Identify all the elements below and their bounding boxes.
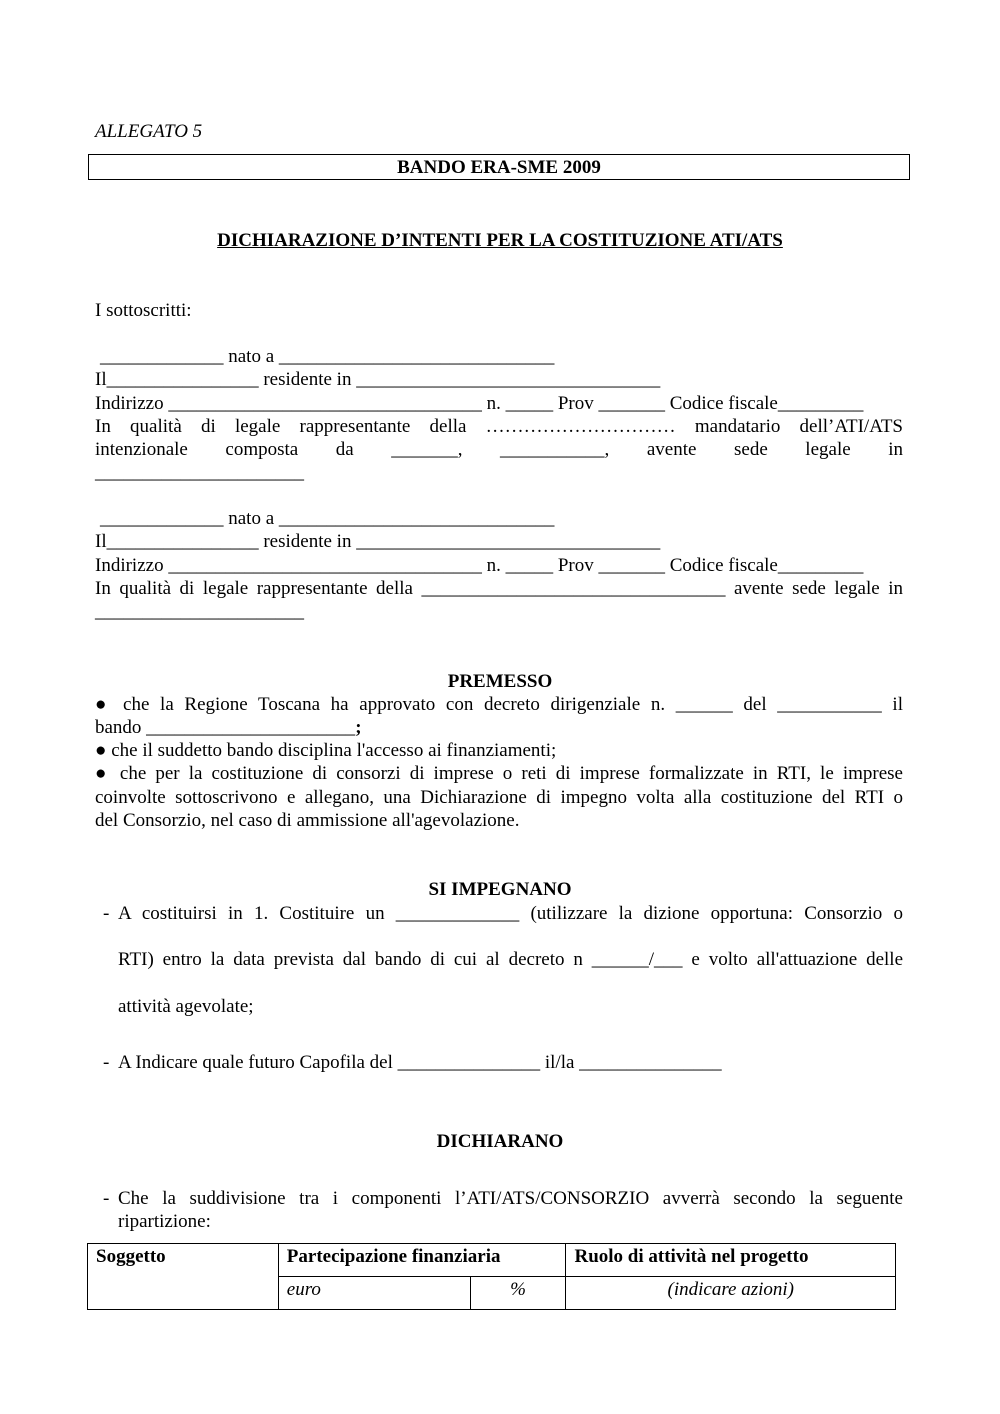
line: _____________ nato a _____________________________ xyxy=(100,346,555,367)
dash-bullet: - xyxy=(103,903,110,924)
line: intenzionale composta da _______, ___________, avente sede legale in xyxy=(95,439,903,460)
line: ______________________ xyxy=(95,601,304,622)
commitment-line: RTI) entro la data prevista dal bando di cui al decreto n ______/___ e volto all'attuazione delle xyxy=(118,949,903,970)
intro-text: I sottoscritti: xyxy=(95,300,192,321)
line: ______________________ xyxy=(95,462,304,483)
line: In qualità di legale rappresentante della ________________________________ avente sede legale in xyxy=(95,578,903,599)
subheader-azioni: (indicare azioni) xyxy=(566,1277,896,1310)
attachment-label: ALLEGATO 5 xyxy=(95,121,203,142)
document-title: DICHIARAZIONE D’INTENTI PER LA COSTITUZIONE ATI/ATS xyxy=(217,230,783,251)
subheader-euro: euro xyxy=(278,1277,470,1310)
table-header-row xyxy=(88,1244,896,1277)
line: _____________ nato a _____________________________ xyxy=(100,508,555,529)
header-soggetto: Soggetto xyxy=(88,1244,279,1310)
distribution-table xyxy=(87,1243,896,1310)
line: Indirizzo _________________________________ n. _____ Prov _______ Codice fiscale_________ xyxy=(95,393,864,414)
premesso-heading: PREMESSO xyxy=(447,671,553,692)
commitment-line: A costituirsi in 1. Costituire un _____________ (utilizzare la dizione opportuna: Consorzio o xyxy=(118,903,903,924)
line: In qualità di legale rappresentante della ………………………… mandatario dell’ATI/ATS xyxy=(95,416,903,437)
subheader-percent: % xyxy=(470,1277,566,1310)
header-ruolo: Ruolo di attività nel progetto xyxy=(566,1244,896,1277)
premesso-line: bando ______________________; xyxy=(95,717,362,738)
premesso-line: ● che per la costituzione di consorzi di imprese o reti di imprese formalizzate in RTI, le imprese xyxy=(95,763,903,784)
premesso-line: ● che la Regione Toscana ha approvato con decreto dirigenziale n. ______ del ___________ il xyxy=(95,694,903,715)
premesso-line: ● che il suddetto bando disciplina l'accesso ai finanziamenti; xyxy=(95,740,557,761)
header-partecipazione: Partecipazione finanziaria xyxy=(278,1244,566,1277)
dash-bullet: - xyxy=(103,1188,110,1209)
call-title: BANDO ERA-SME 2009 xyxy=(88,154,910,180)
dash-bullet: - xyxy=(103,1052,110,1073)
line: Il________________ residente in ________________________________ xyxy=(95,531,661,552)
commitment-line: attività agevolate; xyxy=(118,996,254,1017)
line: Indirizzo _________________________________ n. _____ Prov _______ Codice fiscale_________ xyxy=(95,555,864,576)
declaration-line: ripartizione: xyxy=(118,1211,211,1232)
commitment-line: A Indicare quale futuro Capofila del _______________ il/la _______________ xyxy=(118,1052,722,1073)
impegnano-heading: SI IMPEGNANO xyxy=(428,879,572,900)
line: Il________________ residente in ________________________________ xyxy=(95,369,661,390)
dichiarano-heading: DICHIARANO xyxy=(436,1131,564,1152)
premesso-line: coinvolte sottoscrivono e allegano, una Dichiarazione di impegno volta alla costituzione del RTI o xyxy=(95,787,903,808)
premesso-line: del Consorzio, nel caso di ammissione all'agevolazione. xyxy=(95,810,520,831)
declaration-line: Che la suddivisione tra i componenti l’ATI/ATS/CONSORZIO avverrà secondo la seguente xyxy=(118,1188,903,1209)
